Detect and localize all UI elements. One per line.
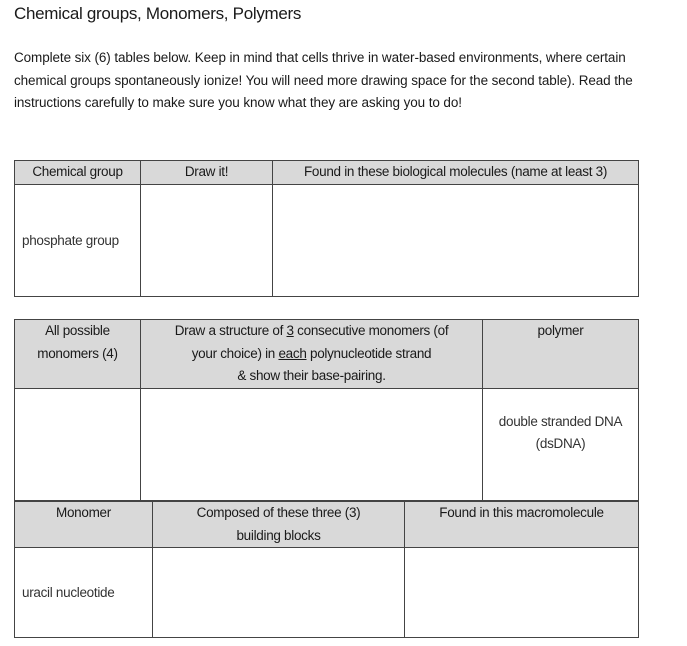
header-draw-it: Draw it! xyxy=(141,161,273,185)
chemical-group-table xyxy=(14,160,639,297)
monomers-dsdna-table xyxy=(14,319,639,501)
cell-building-blocks-answer[interactable] xyxy=(153,548,405,638)
header-line: All possible xyxy=(45,323,110,338)
header-line: Composed of these three (3) xyxy=(196,505,361,520)
cell-draw-area[interactable] xyxy=(141,185,273,297)
header-line: & show their base-pairing. xyxy=(237,368,386,383)
header-draw-structure xyxy=(141,320,483,389)
cell-monomers-answer[interactable] xyxy=(15,388,141,500)
table-header-row xyxy=(15,161,639,185)
header-monomer: Monomer xyxy=(15,502,153,548)
cell-found-in-answer[interactable] xyxy=(273,185,639,297)
table-row xyxy=(15,548,639,638)
table-header-row xyxy=(15,502,639,548)
cell-dsdna xyxy=(483,388,639,500)
cell-macromolecule-answer[interactable] xyxy=(405,548,639,638)
header-found-in-macromolecule: Found in this macromolecule xyxy=(405,502,639,548)
header-line: Draw a structure of 3 consecutive monomers (of xyxy=(174,323,449,338)
header-line: monomers (4) xyxy=(37,345,118,361)
cell-structure-draw-area[interactable] xyxy=(141,388,483,500)
cell-phosphate-group: phosphate group xyxy=(15,185,141,297)
header-line: building blocks xyxy=(236,527,321,543)
table-row xyxy=(15,388,639,500)
header-chemical-group: Chemical group xyxy=(15,161,141,185)
header-all-possible-monomers xyxy=(15,320,141,389)
dsdna-label-line: double stranded DNA xyxy=(498,413,623,429)
header-polymer: polymer xyxy=(483,320,639,389)
header-composed-of xyxy=(153,502,405,548)
dsdna-label-line: (dsDNA) xyxy=(535,436,586,451)
table-row xyxy=(15,185,639,297)
cell-uracil-nucleotide: uracil nucleotide xyxy=(15,548,153,638)
uracil-nucleotide-table xyxy=(14,501,639,638)
page-title: Chemical groups, Monomers, Polymers xyxy=(14,4,302,23)
table-header-row xyxy=(15,320,639,389)
header-found-in: Found in these biological molecules (name at least 3) xyxy=(273,161,639,185)
header-line: your choice) in each polynucleotide strand xyxy=(191,345,432,361)
instructions-paragraph: Complete six (6) tables below. Keep in mind that cells thrive in water-based environments, where certain chemical groups spontaneously ionize! You will need more drawing space for the second table). Read the instructions carefully to make sure you know what they are asking you to do! xyxy=(14,50,633,110)
